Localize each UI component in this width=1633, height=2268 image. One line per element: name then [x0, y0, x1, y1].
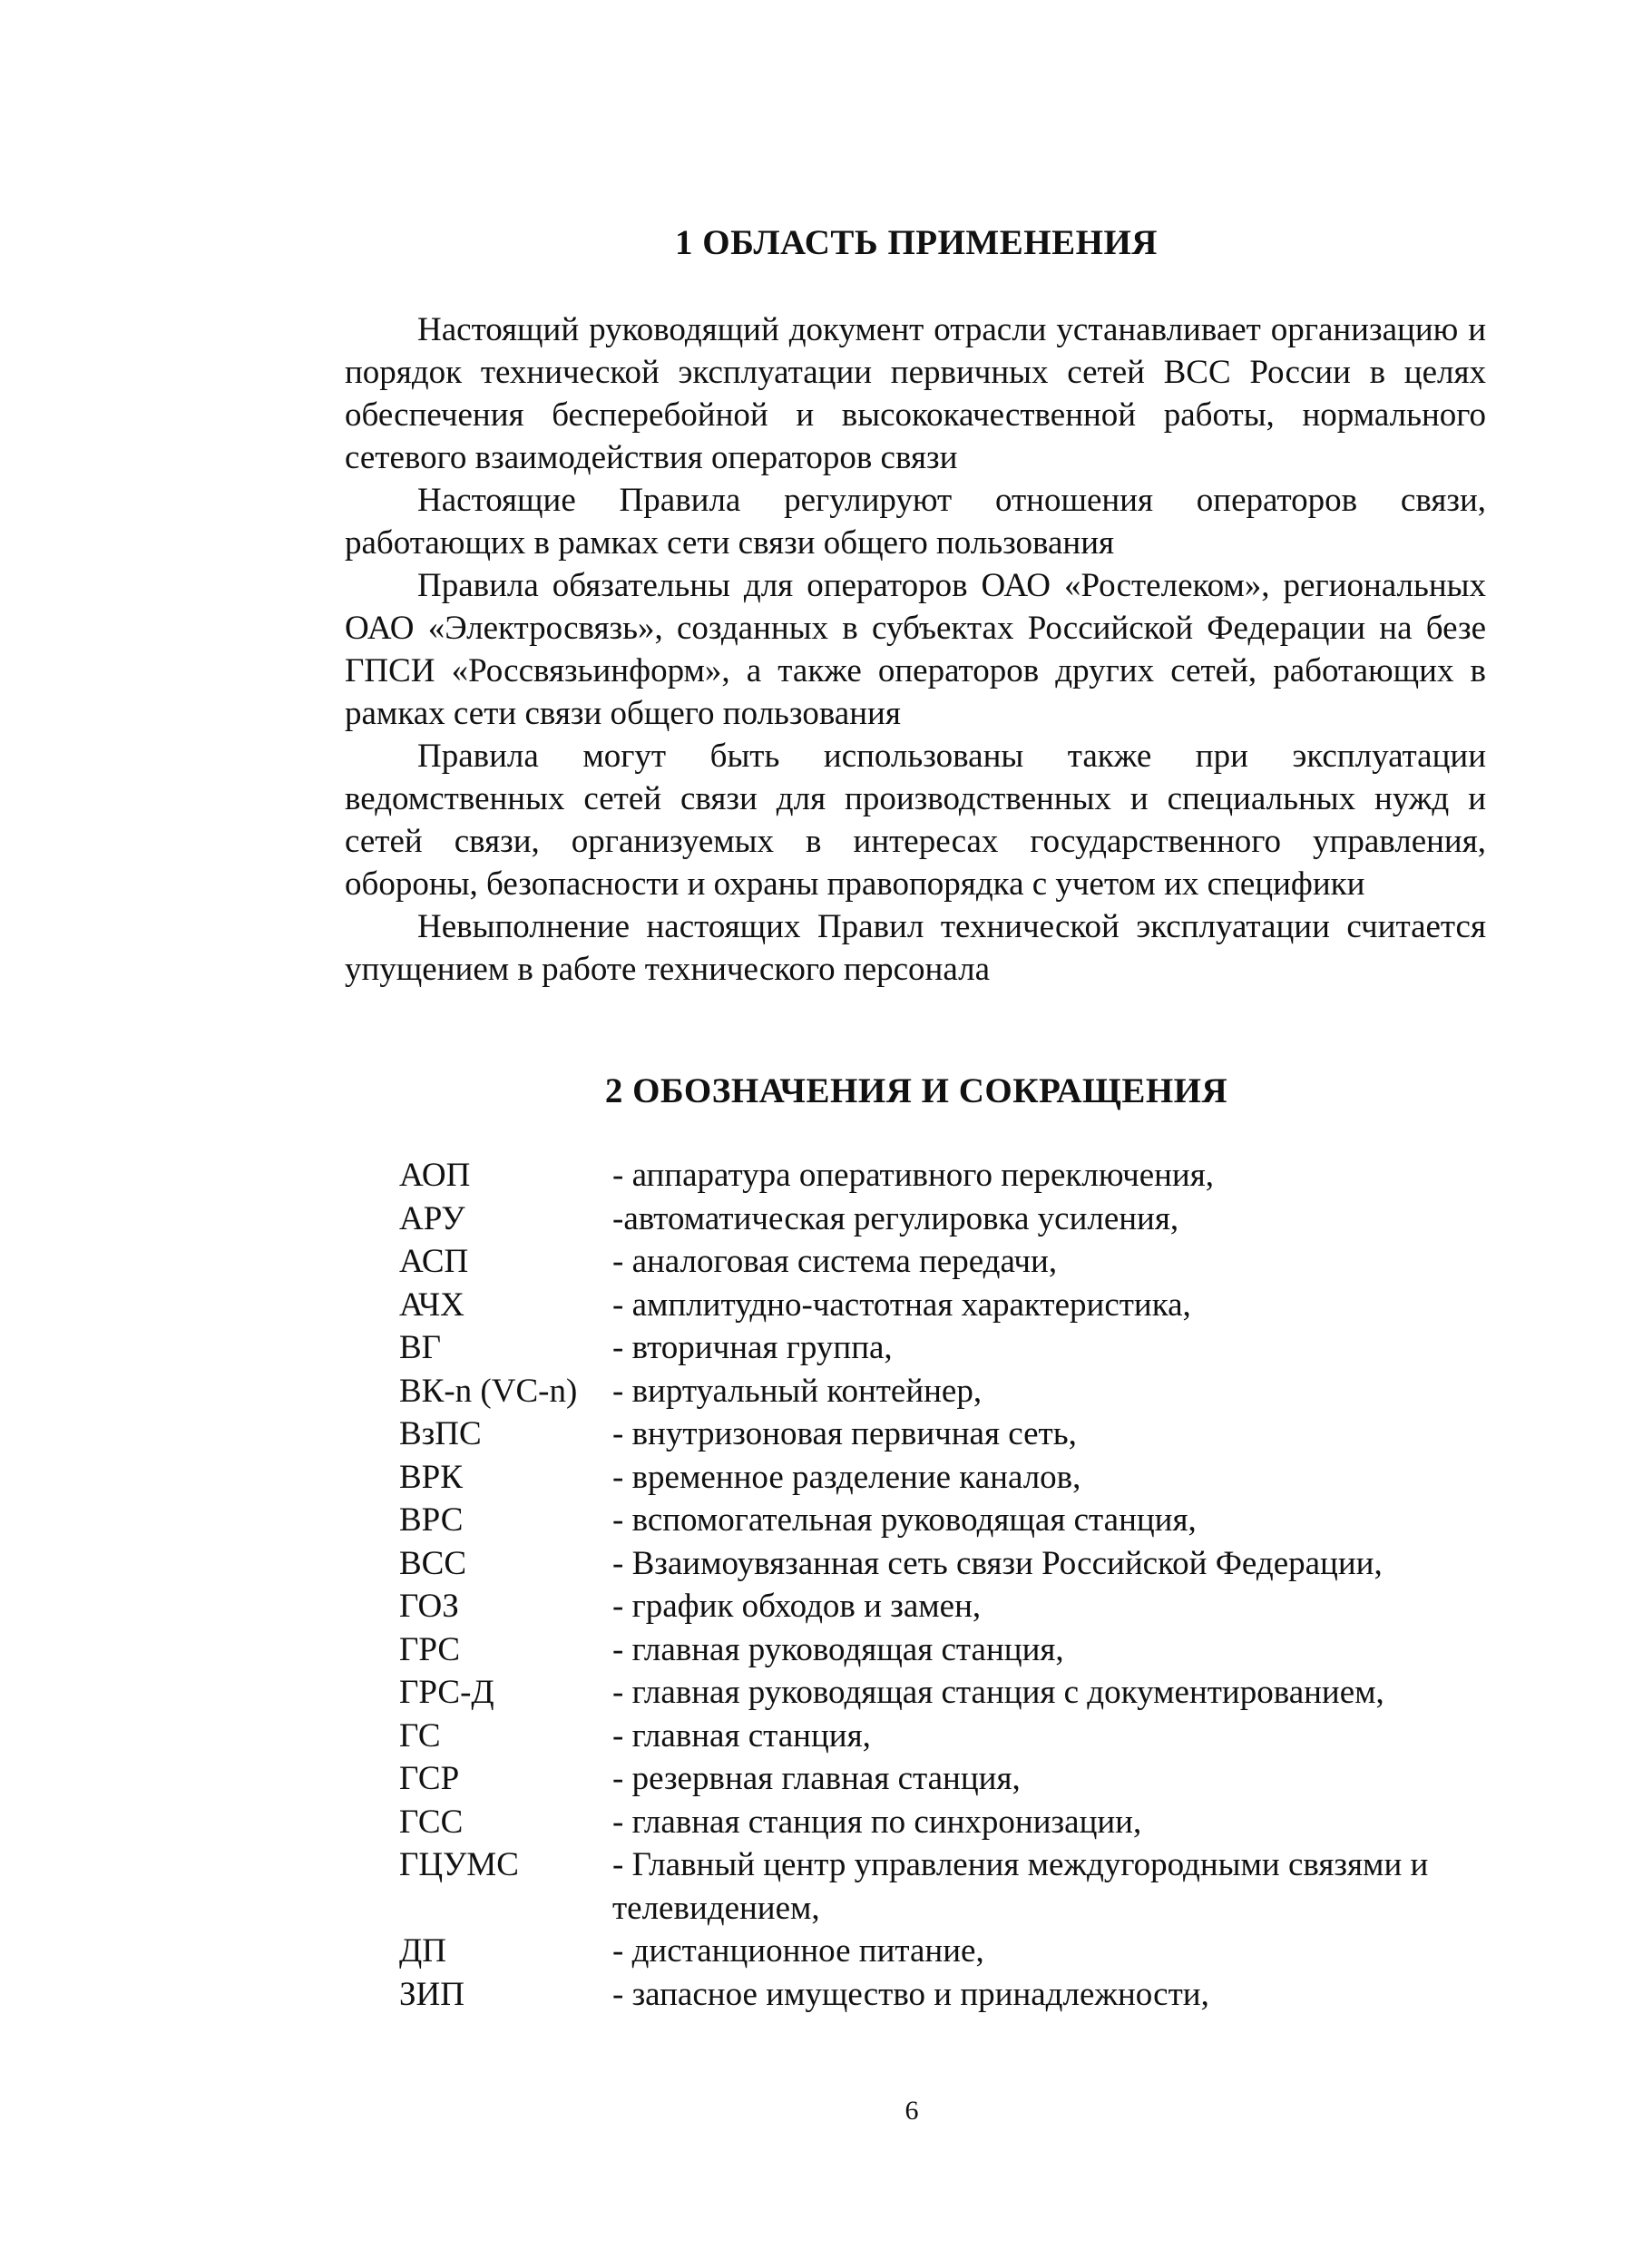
abbreviation-definition: - аналоговая система передачи,	[612, 1243, 1058, 1280]
abbreviation-definition: - дистанционное питание,	[612, 1932, 984, 1970]
abbreviation-definition: -автоматическая регулировка усиления,	[612, 1199, 1179, 1237]
abbreviation-definition: - главная станция,	[612, 1716, 871, 1755]
abbreviation-term: ВСС	[399, 1544, 467, 1582]
page-number: 6	[905, 2096, 919, 2126]
abbreviation-term: ГЦУМС	[399, 1846, 519, 1883]
paragraph: Настоящий руководящий документ отрасли устанавливает организацию и порядок технической эксплуатации первичных сетей ВСС России в целях обеспечения бесперебойной и высококачественной работы, нормального сетевого взаимодействия операторов связи	[345, 311, 1486, 476]
abbreviation-definition: - график обходов и замен,	[612, 1588, 982, 1625]
abbreviation-definition: - Взаимоувязанная сеть связи Российской Федерации,	[612, 1544, 1383, 1582]
abbreviation-definition: - главная станция по синхронизации,	[612, 1803, 1142, 1841]
abbreviation-definition: - запасное имущество и принадлежности,	[612, 1975, 1209, 2013]
abbreviation-row	[399, 1973, 1506, 2017]
abbreviation-term: ВГ	[399, 1329, 442, 1366]
abbreviation-definition: - амплитудно-частотная характеристика,	[612, 1286, 1191, 1324]
abbreviation-row	[399, 1370, 1506, 1413]
section-2-title: 2 ОБОЗНАЧЕНИЯ И СОКРАЩЕНИЯ	[604, 1071, 1228, 1110]
abbreviation-definition: - виртуальный контейнер,	[612, 1372, 983, 1410]
abbreviation-term: АОП	[399, 1157, 471, 1194]
abbreviation-row	[399, 1284, 1506, 1327]
abbreviation-definition: - вторичная группа,	[612, 1329, 893, 1366]
abbreviation-term: АРУ	[399, 1199, 465, 1237]
abbreviation-definition: - Главный центр управления междугородными связями и телевидением,	[612, 1846, 1429, 1927]
abbreviation-row	[399, 1715, 1506, 1758]
abbreviation-row	[399, 1585, 1506, 1628]
abbreviation-definition: - аппаратура оперативного переключения,	[612, 1157, 1215, 1194]
abbreviation-term: ВРК	[399, 1458, 463, 1496]
abbreviation-row	[399, 1628, 1506, 1672]
abbreviation-term: ДП	[399, 1932, 446, 1970]
abbreviation-row	[399, 1843, 1506, 1930]
paragraph: Правила обязательны для операторов ОАО «Ростелеком», региональных ОАО «Электросвязь», созданных в субъектах Российской Федерации на безе ГПСИ «Россвязьинформ», а также операторов других сетей, работающих в рамках сети связи общего пользования	[345, 567, 1486, 732]
abbreviation-term: ВРС	[399, 1501, 464, 1539]
abbreviation-term: ГОЗ	[399, 1588, 459, 1625]
abbreviation-definition: - главная руководящая станция с документированием,	[612, 1674, 1384, 1711]
abbreviation-row	[399, 1240, 1506, 1284]
section-1-body	[345, 308, 1486, 991]
abbreviation-row	[399, 1801, 1506, 1844]
abbreviation-term: ГС	[399, 1716, 441, 1755]
abbreviation-row	[399, 1198, 1506, 1241]
abbreviation-definition: - резервная главная станция,	[612, 1760, 1021, 1797]
abbreviation-term: АСП	[399, 1243, 469, 1280]
abbreviation-definition: - главная руководящая станция,	[612, 1630, 1064, 1668]
abbreviation-row	[399, 1154, 1506, 1198]
abbreviation-definition: - вспомогательная руководящая станция,	[612, 1501, 1197, 1539]
abbreviation-row	[399, 1671, 1506, 1715]
paragraph: Правила могут быть использованы также при эксплуатации ведомственных сетей связи для производственных и специальных нужд и сетей связи, организуемых в интересах государственного управления, обороны, безопасности и охраны правопорядка с учетом их специфики	[345, 738, 1486, 903]
abbreviation-row	[399, 1499, 1506, 1542]
abbreviation-term: ГСР	[399, 1760, 460, 1797]
abbreviation-definition: - временное разделение каналов,	[612, 1458, 1081, 1496]
abbreviation-definition: - внутризоновая первичная сеть,	[612, 1415, 1077, 1452]
paragraph: Настоящие Правила регулируют отношения операторов связи, работающих в рамках сети связи общего пользования	[345, 482, 1486, 562]
abbreviation-term: АЧХ	[399, 1286, 464, 1324]
abbreviation-row	[399, 1456, 1506, 1500]
abbreviation-row	[399, 1757, 1506, 1801]
abbreviation-term: ВК-n (VC-n)	[399, 1372, 578, 1410]
abbreviation-row	[399, 1542, 1506, 1586]
section-1-title: 1 ОБЛАСТЬ ПРИМЕНЕНИЯ	[675, 223, 1158, 262]
abbreviation-term: ГРС-Д	[399, 1674, 494, 1711]
paragraph: Невыполнение настоящих Правил технической эксплуатации считается упущением в работе технического персонала	[345, 908, 1486, 988]
abbreviation-term: ГСС	[399, 1803, 464, 1841]
abbreviation-list	[399, 1154, 1506, 2016]
abbreviation-term: ВзПС	[399, 1415, 482, 1452]
abbreviation-term: ГРС	[399, 1630, 461, 1668]
abbreviation-row	[399, 1413, 1506, 1456]
abbreviation-row	[399, 1326, 1506, 1370]
abbreviation-term: ЗИП	[399, 1975, 464, 2013]
abbreviation-row	[399, 1930, 1506, 1973]
